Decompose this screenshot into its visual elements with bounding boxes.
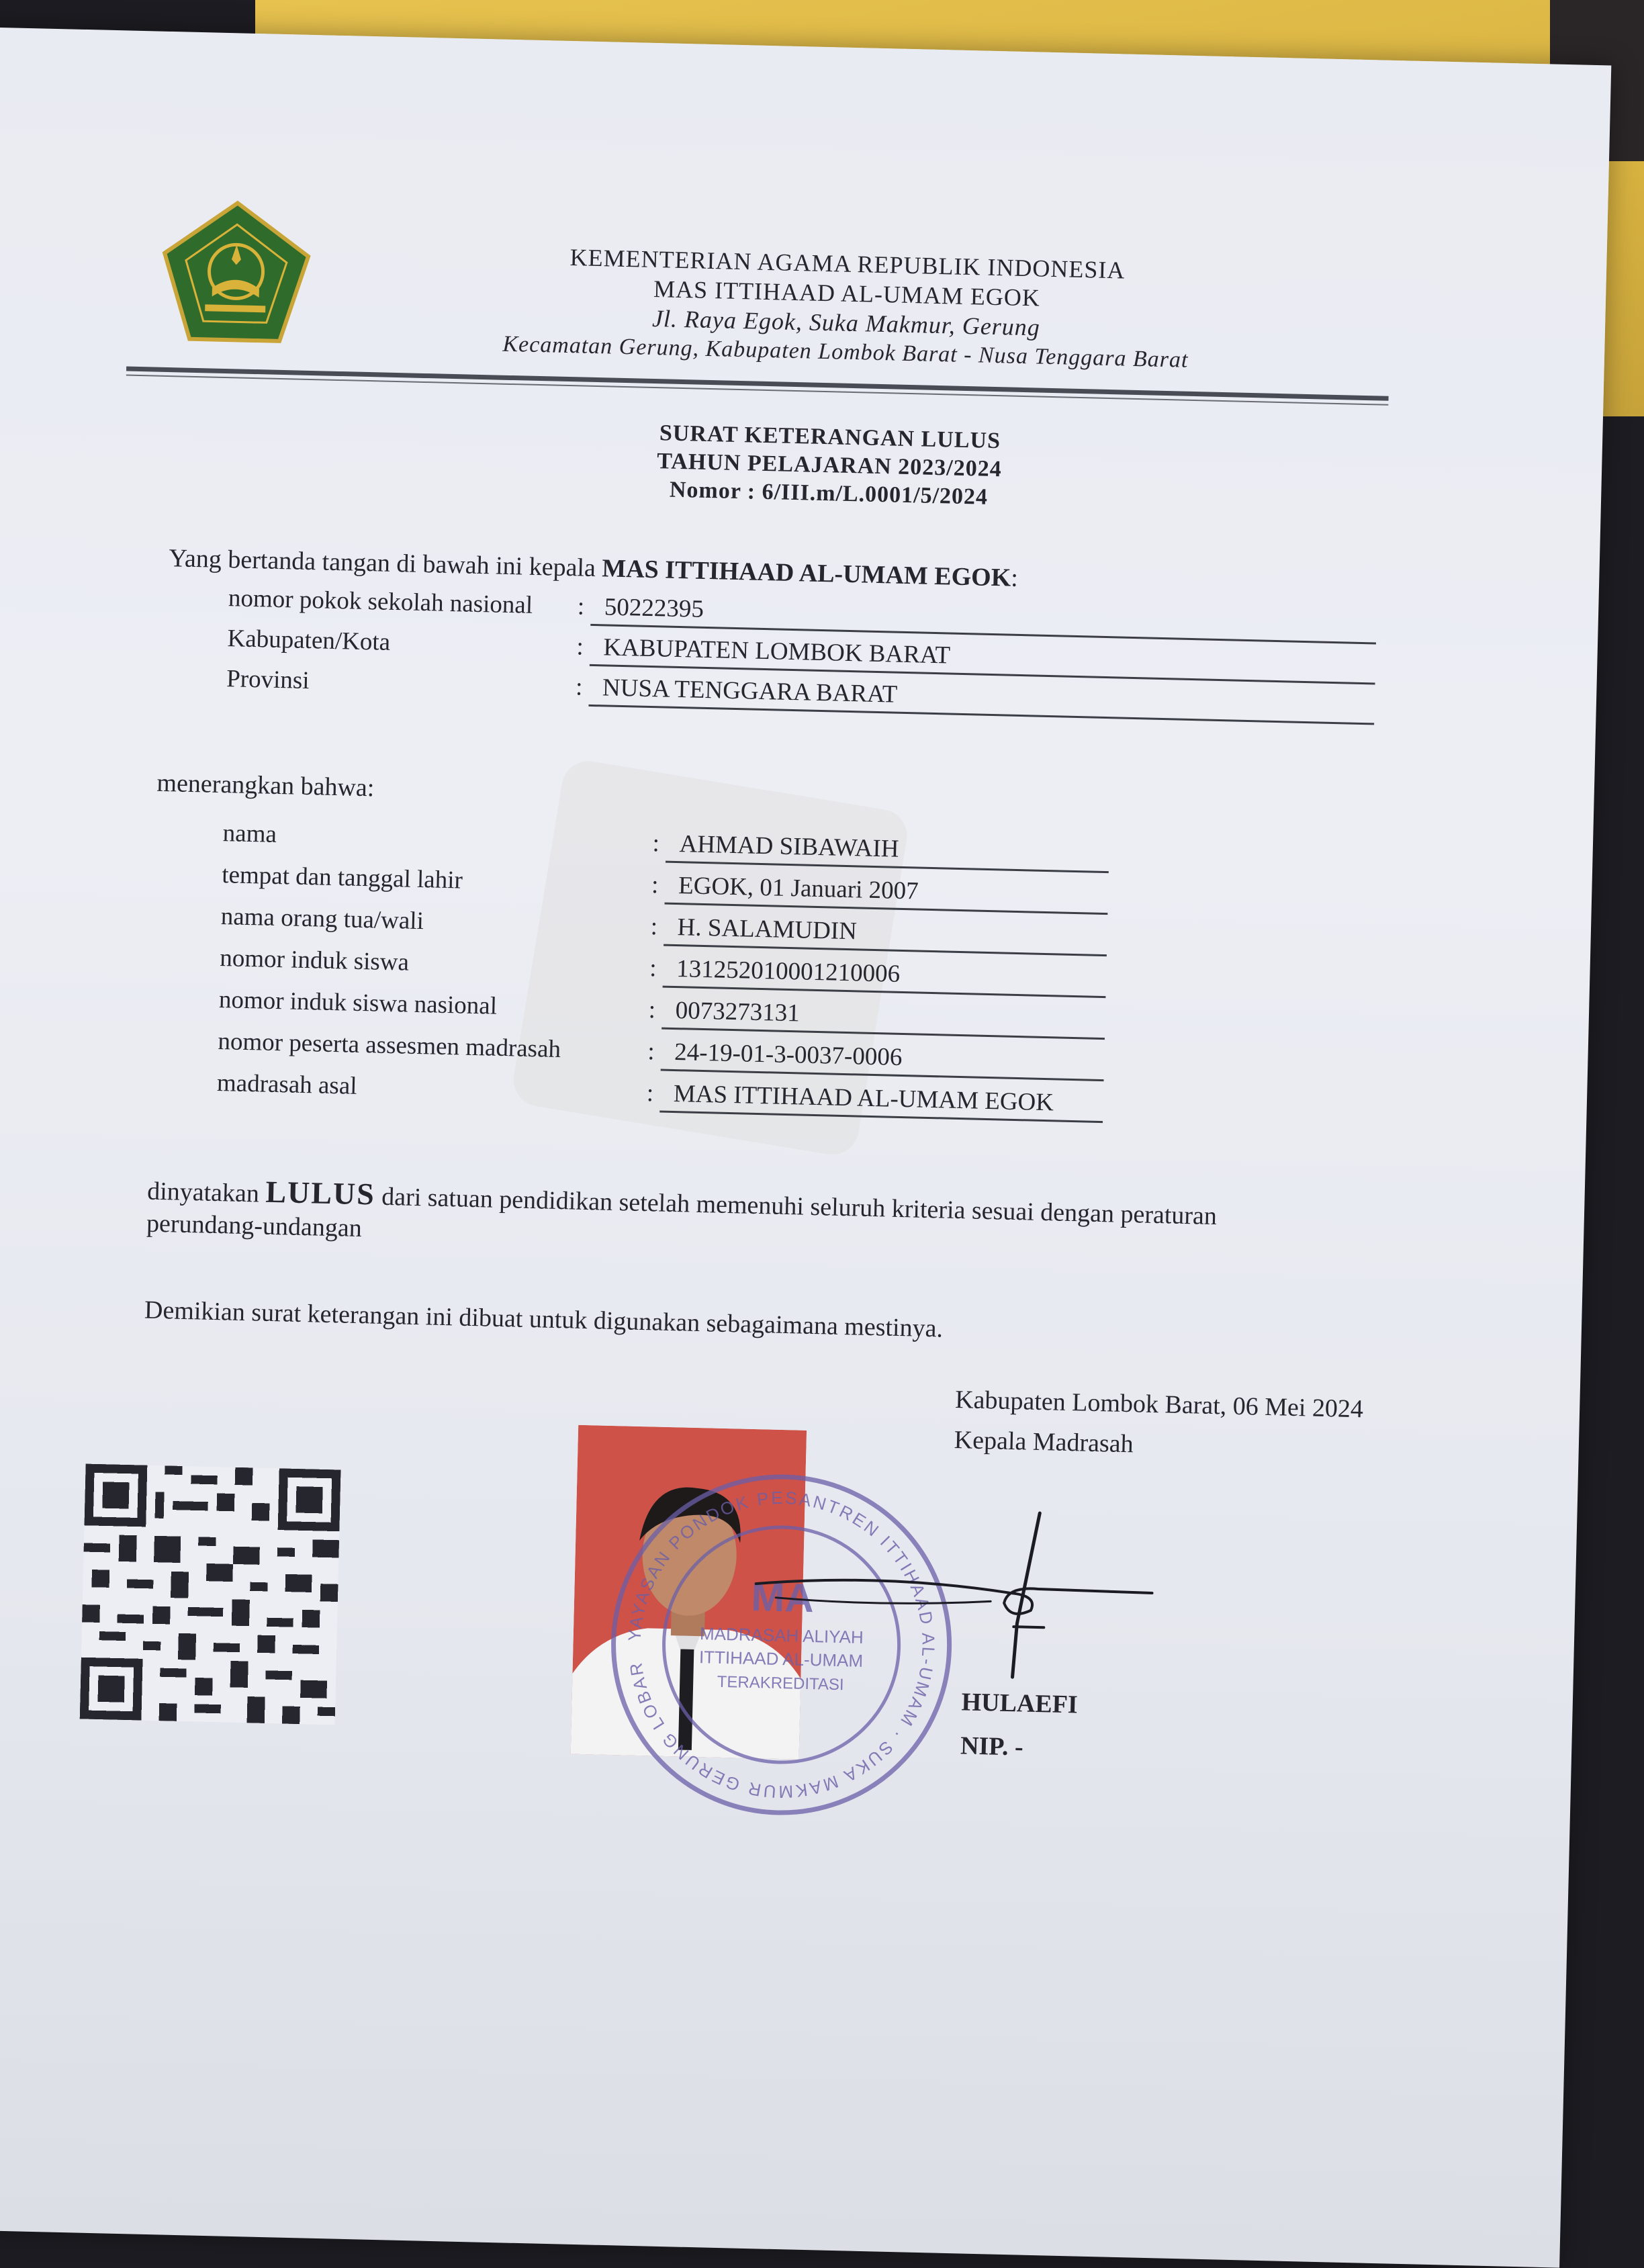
signer-position: Kepala Madrasah (954, 1426, 1134, 1459)
letterhead-divider-thin (126, 375, 1389, 406)
field-value: 24-19-01-3-0037-0006 (661, 1038, 1105, 1082)
field-colon: : (575, 673, 583, 701)
field-label: madrasah asal (216, 1069, 358, 1100)
stamp-abbr: MA (750, 1574, 815, 1621)
stamp-ring-text: YAYASAN PONDOK PESANTREN ITTIHAAD AL-UMAM · SUKA MAKMUR GERUNG LOBAR (624, 1487, 939, 1803)
place-date: Kabupaten Lombok Barat, 06 Mei 2024 (954, 1386, 1364, 1424)
field-colon: : (648, 996, 656, 1024)
field-label: nomor induk siswa nasional (218, 986, 498, 1020)
school-name: MAS ITTIHAAD AL-UMAM EGOK (653, 275, 1041, 312)
field-label: nama orang tua/wali (220, 903, 424, 936)
field-colon: : (576, 633, 584, 661)
declares-text: menerangkan bahwa: (156, 768, 375, 803)
field-value: AHMAD SIBAWAIH (666, 829, 1109, 874)
letterhead (396, 238, 1298, 378)
field-value: 131252010001210006 (663, 954, 1107, 999)
field-colon: : (650, 913, 658, 941)
intro-school: MAS ITTIHAAD AL-UMAM EGOK (601, 554, 1011, 592)
field-value: MAS ITTIHAAD AL-UMAM EGOK (659, 1079, 1103, 1124)
title-line2: TAHUN PELAJARAN 2023/2024 (656, 449, 1003, 482)
field-label: Kabupaten/Kota (227, 625, 391, 656)
result-status: LULUS (265, 1174, 376, 1212)
document-number: Nomor : 6/III.m/L.0001/5/2024 (669, 477, 989, 510)
document-title (392, 413, 1267, 518)
school-address-line1: Jl. Raya Egok, Suka Makmur, Gerung (651, 304, 1041, 341)
field-label: Provinsi (226, 665, 310, 695)
stamp-line2: ITTIHAAD AL-UMAM (698, 1647, 864, 1671)
field-value: NUSA TENGGARA BARAT (588, 673, 1375, 725)
signer-name: HULAEFI (961, 1688, 1079, 1719)
field-colon: : (577, 592, 585, 621)
qr-code-icon (80, 1464, 341, 1725)
result-text-line2: perundang-undangan (146, 1209, 363, 1243)
field-colon: : (646, 1079, 654, 1107)
field-value: 50222395 (590, 592, 1377, 645)
result-text: dari satuan pendidikan setelah memenuhi seluruh kriteria sesuai dengan peraturan (381, 1182, 1218, 1231)
result-paragraph (146, 1173, 1464, 1271)
handwritten-signature (747, 1503, 1181, 1688)
stamp-line3: TERAKREDITASI (717, 1672, 844, 1694)
intro-prefix: Yang bertanda tangan di bawah ini kepala (168, 544, 596, 583)
field-colon: : (652, 829, 660, 858)
intro-suffix: : (1010, 563, 1019, 592)
title-line1: SURAT KETERANGAN LULUS (659, 420, 1001, 454)
field-value: EGOK, 01 Januari 2007 (665, 871, 1109, 915)
field-value: H. SALAMUDIN (664, 913, 1107, 957)
school-address-line2: Kecamatan Gerung, Kabupaten Lombok Barat - Nusa Tenggara Barat (502, 331, 1189, 373)
field-label: nama (222, 819, 277, 848)
field-label: nomor peserta assesmen madrasah (218, 1028, 561, 1064)
ministry-name: KEMENTERIAN AGAMA REPUBLIK INDONESIA (569, 244, 1126, 284)
document-sheet (0, 27, 1611, 2268)
field-label: tempat dan tanggal lahir (221, 861, 463, 895)
field-value: KABUPATEN LOMBOK BARAT (590, 633, 1376, 685)
field-value: 0073273131 (661, 996, 1105, 1040)
field-colon: : (651, 871, 659, 899)
closing-sentence: Demikian surat keterangan ini dibuat untuk digunakan sebagaimana mestinya. (144, 1296, 944, 1343)
stamp-line1: MADRASAH ALIYAH (699, 1623, 864, 1647)
signer-nip: NIP. - (960, 1731, 1024, 1762)
field-label: nomor pokok sekolah nasional (228, 584, 533, 619)
field-colon: : (647, 1038, 655, 1066)
result-prefix: dinyatakan (146, 1177, 260, 1208)
field-colon: : (649, 954, 657, 983)
field-label: nomor induk siswa (219, 944, 410, 977)
ministry-emblem-icon (157, 196, 315, 347)
